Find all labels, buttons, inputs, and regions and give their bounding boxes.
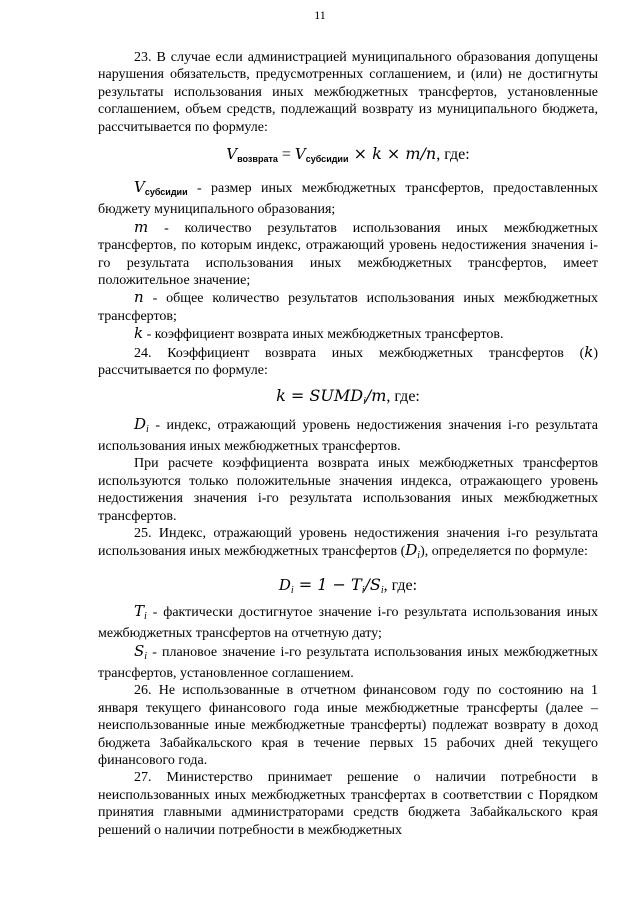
formula-coefficient: k = SUMDi/m, где: (276, 385, 420, 407)
paragraph-25: 25. Индекс, отражающий уровень недостижения значения i-го результата использования иных межбюджетных трансфертов $(D_i)$, определяется по формуле: (98, 525, 598, 562)
definition-n: n - общее количество результатов использования иных межбюджетных трансфертов; (98, 288, 598, 324)
definition-s: $S_i$ - плановое значение i-го результата использования иных межбюджетных трансфертов, установленное соглашением. (98, 641, 598, 681)
page-number: 11 (314, 8, 326, 22)
formula-return-volume: $V_{возврата} = V_{субсидии} \times k \times m/n$, где: (226, 144, 470, 165)
paragraph-26: 26. Не использованные в отчетном финансовом году по состоянию на 1 января текущего финансового года иные межбюджетные трансферты (далее – неиспользованные иные межбюджетные трансферты) подлежат возврату в доход бюджета Забайкальского края в течение первых 15 рабочих дней текущего финансового года. (98, 683, 598, 768)
paragraph-23: 23. В случае если администрацией муниципального образования допущены нарушения обязательств, предусмотренных соглашением, и (или) не достигнуты результаты использования иных межбюджетных трансфертов, установленные соглашением, объем средств, подлежащий возврату из муниципального бюджета, рассчитывается по формуле: (98, 50, 598, 135)
definition-d: $D_i$ - индекс, отражающий уровень недостижения значения i-го результата использования иных межбюджетных трансфертов. (98, 414, 598, 454)
formula-index: Di = 1 − Ti/Si, где: (278, 574, 418, 596)
paragraph-27: 27. Министерство принимает решение о наличии потребности в неиспользованных иных межбюджетных трансфертах в соответствии с Порядком принятия главными администраторами средств бюджета Забайкальского края решений о наличии потребности в межбюджетных (98, 770, 598, 838)
definition-m: m - количество результатов использования иных межбюджетных трансфертов, по которым индекс, отражающий уровень недостижения значения i-го результата использования иных межбюджетных трансфертов, имеет положительное значение; (98, 217, 598, 289)
paragraph-calculation-note: При расчете коэффициента возврата иных межбюджетных трансфертов используются только положительные значения индекса, отражающего уровень недостижения значения i-го результата использования иных межбюджетных трансфертов. (98, 456, 598, 524)
definition-v-subsidy: $V_{субсидии}$ - размер иных межбюджетных трансфертов, предоставленных бюджету муниципального образования; (98, 178, 598, 218)
paragraph-24: 24. Коэффициент возврата иных межбюджетных трансфертов (k) рассчитывается по формуле: (98, 342, 598, 379)
definition-t: $T_i$ - фактически достигнутое значение i-го результата использования иных межбюджетных трансфертов на отчетную дату; (98, 601, 598, 642)
document-body (98, 49, 598, 839)
definition-k: k - коэффициент возврата иных межбюджетных трансфертов. (134, 324, 504, 343)
